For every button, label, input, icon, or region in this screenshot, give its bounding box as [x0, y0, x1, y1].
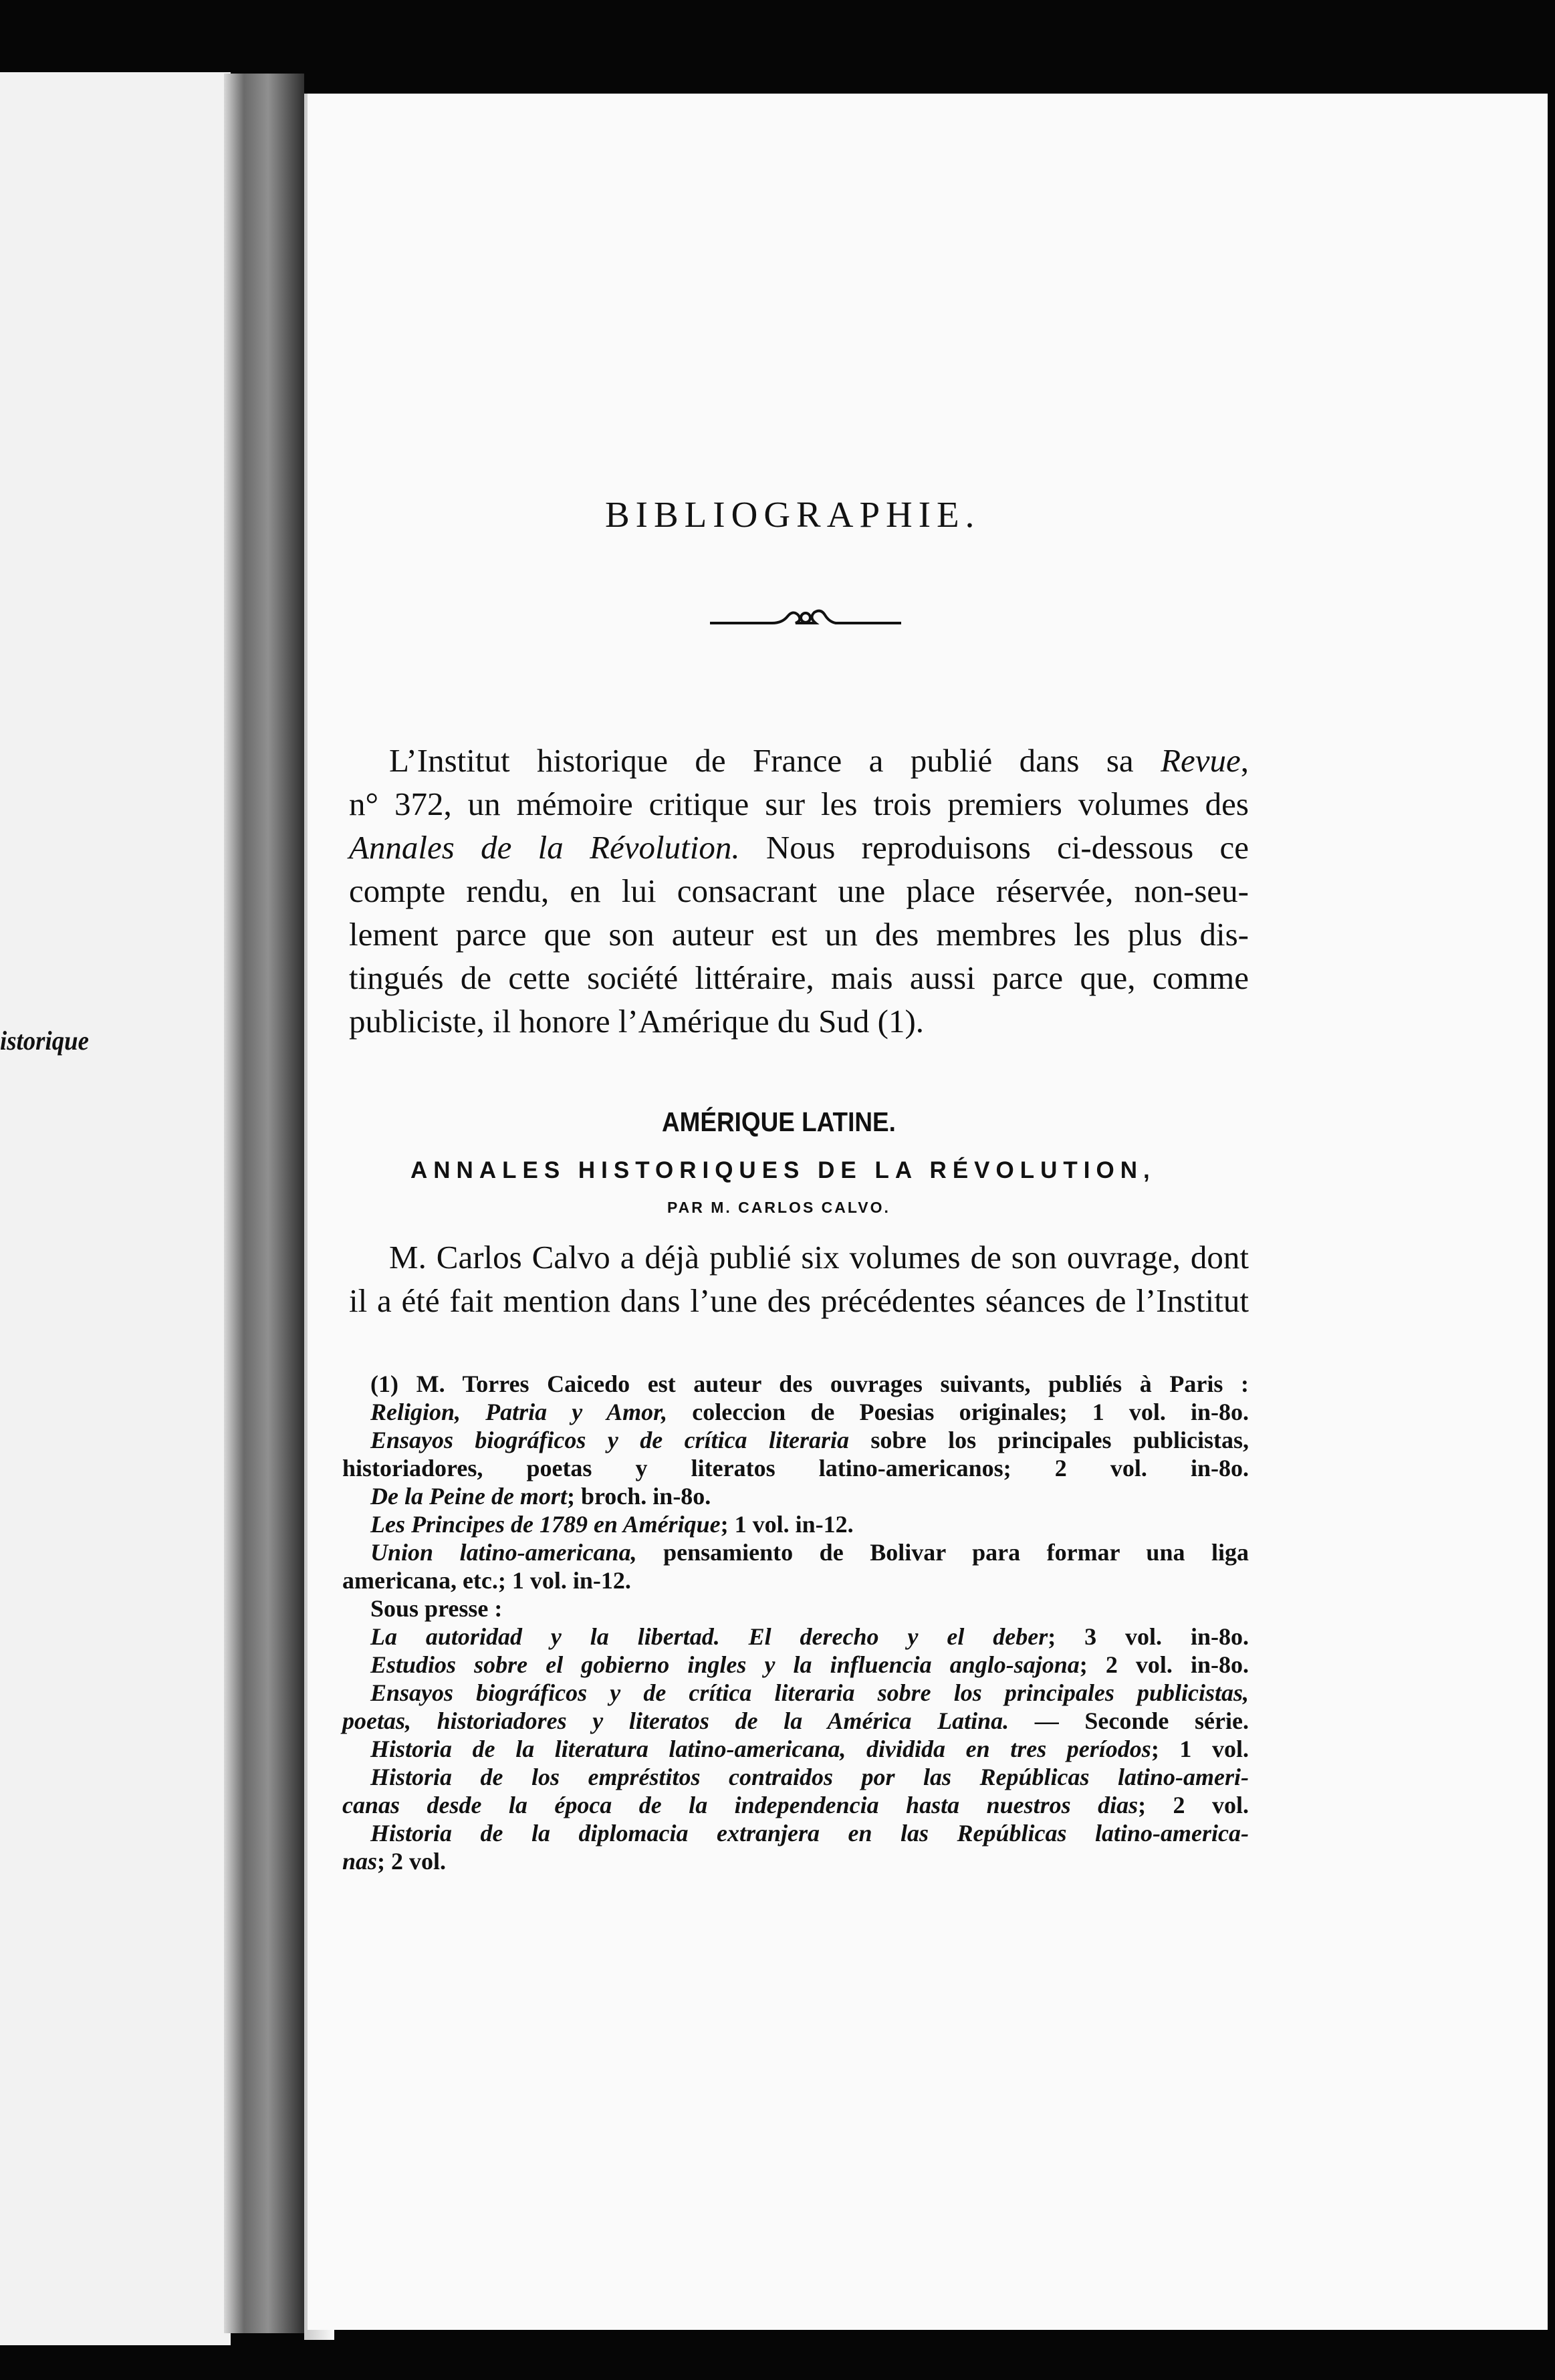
- footnote-line: [342, 1371, 1249, 1397]
- footnote-line: [342, 1764, 1249, 1790]
- footnote-text: Religion, Patria y Amor,: [370, 1399, 668, 1425]
- footnote-text: pensamiento de Bolivar para formar una liga: [636, 1539, 1249, 1566]
- footnote-text: historiadores, poetas y literatos latino-americanos; 2 vol. in-8o.: [342, 1455, 1249, 1481]
- footnote-line: [342, 1792, 1249, 1818]
- footnote-line: [342, 1595, 1249, 1622]
- footnote-line: [342, 1427, 1249, 1453]
- footnote-text: ; 1 vol.: [1151, 1736, 1249, 1762]
- section-line: il a été fait mention dans l’une des précédentes séances de l’Institut: [349, 1282, 1249, 1319]
- footnote-line: [342, 1623, 1249, 1650]
- footnote-text: americana, etc.; 1 vol. in-12.: [342, 1567, 631, 1594]
- ornament-flourish: [709, 600, 903, 634]
- footnote-text: ; 1 vol. in-12.: [720, 1511, 854, 1538]
- footnote-text: ; broch. in-8o.: [566, 1483, 711, 1510]
- footnote-line: [342, 1455, 1249, 1481]
- footnote-line: [342, 1483, 1249, 1510]
- intro-line: [349, 787, 1249, 822]
- footnote-text: ; 3 vol. in-8o.: [1048, 1623, 1249, 1650]
- footnote-line: [342, 1539, 1249, 1566]
- left-page: [0, 72, 231, 2345]
- intro-line-text: ,: [1240, 742, 1249, 779]
- footnote-text: ; 2 vol.: [377, 1848, 447, 1875]
- footnote-text: Union latino-americana,: [370, 1539, 637, 1566]
- footnote-text: Ensayos biográficos y de crítica literaria: [370, 1427, 849, 1453]
- intro-line: [349, 743, 1249, 778]
- page-title: BIBLIOGRAPHIE.: [605, 494, 981, 535]
- footnote-text: sobre los principales publicistas,: [848, 1427, 1249, 1453]
- footnote-text: ; 2 vol. in-8o.: [1079, 1651, 1249, 1678]
- section-byline: PAR M. CARLOS CALVO.: [667, 1199, 890, 1216]
- footnote-line: [342, 1399, 1249, 1425]
- footnote-line: [342, 1679, 1249, 1706]
- footnote-line: [342, 1820, 1249, 1847]
- footnote-text: Sous presse :: [370, 1595, 503, 1622]
- intro-line: [349, 874, 1249, 909]
- left-page-fragment: istorique: [0, 1026, 89, 1056]
- intro-line-text: compte rendu, en lui consacrant une place réservée, non-seu-: [349, 872, 1249, 909]
- footnote-text: Estudios sobre el gobierno ingles y la influencia anglo-sajona: [370, 1651, 1080, 1678]
- intro-line-text: L’Institut historique de France a publié dans sa: [389, 742, 1161, 779]
- footnote-text: canas desde la época de la independencia hasta nuestros dias: [342, 1792, 1139, 1818]
- intro-line-text: tingués de cette société littéraire, mais aussi parce que, comme: [349, 959, 1249, 996]
- intro-line-text: Annales de la Révolution.: [349, 829, 740, 866]
- footnote-line: [342, 1736, 1249, 1762]
- book-gutter: [224, 74, 304, 2333]
- intro-line-text: Nous reproduisons ci-dessous ce: [739, 829, 1249, 866]
- footnote-text: nas: [342, 1848, 378, 1875]
- footnote-line: [342, 1651, 1249, 1678]
- footnote-text: Les Principes de 1789 en Amérique: [370, 1511, 721, 1538]
- footnote-text: La autoridad y la libertad. El derecho y el deber: [370, 1623, 1048, 1650]
- section-subheading: ANNALES HISTORIQUES DE LA RÉVOLUTION,: [410, 1157, 1156, 1183]
- section-line: M. Carlos Calvo a déjà publié six volumes de son ouvrage, dont: [389, 1239, 1249, 1276]
- bottom-margin: [308, 1999, 1548, 2320]
- footnote-text: Historia de la diplomacia extranjera en las Repúblicas latino-america-: [370, 1820, 1249, 1847]
- intro-line: [349, 1004, 1249, 1039]
- intro-line-text: lement parce que son auteur est un des membres les plus dis-: [349, 916, 1249, 953]
- footnote-text: ; 2 vol.: [1138, 1792, 1249, 1818]
- section-heading: AMÉRIQUE LATINE.: [662, 1106, 896, 1137]
- footnote-line: [342, 1567, 1249, 1594]
- footnote-text: — Seconde série.: [1009, 1707, 1249, 1734]
- intro-line-text: publiciste, il honore l’Amérique du Sud (1).: [349, 1003, 925, 1040]
- footnote-text: (1) M. Torres Caicedo est auteur des ouvrages suivants, publiés à Paris :: [370, 1371, 1249, 1397]
- footnote-text: poetas, historiadores y literatos de la América Latina.: [342, 1707, 1009, 1734]
- intro-line: [349, 917, 1249, 952]
- footnote-text: Ensayos biográficos y de crítica literaria sobre los principales publicistas,: [370, 1679, 1249, 1706]
- footnote-text: Historia de la literatura latino-americana, dividida en tres períodos: [370, 1736, 1151, 1762]
- footnote-line: [342, 1511, 1249, 1538]
- right-page: [308, 94, 1548, 2330]
- intro-line: [349, 830, 1249, 865]
- footnote-line: [342, 1848, 1249, 1875]
- intro-line-text: Revue: [1161, 742, 1241, 779]
- footnote-text: De la Peine de mort: [370, 1483, 567, 1510]
- footnote-line: [342, 1707, 1249, 1734]
- footnote-text: Historia de los empréstitos contraidos por las Repúblicas latino-ameri-: [370, 1764, 1249, 1790]
- footnote-text: coleccion de Poesias originales; 1 vol. in-8o.: [667, 1399, 1249, 1425]
- intro-line-text: n° 372, un mémoire critique sur les trois premiers volumes des: [349, 786, 1249, 822]
- intro-line: [349, 961, 1249, 995]
